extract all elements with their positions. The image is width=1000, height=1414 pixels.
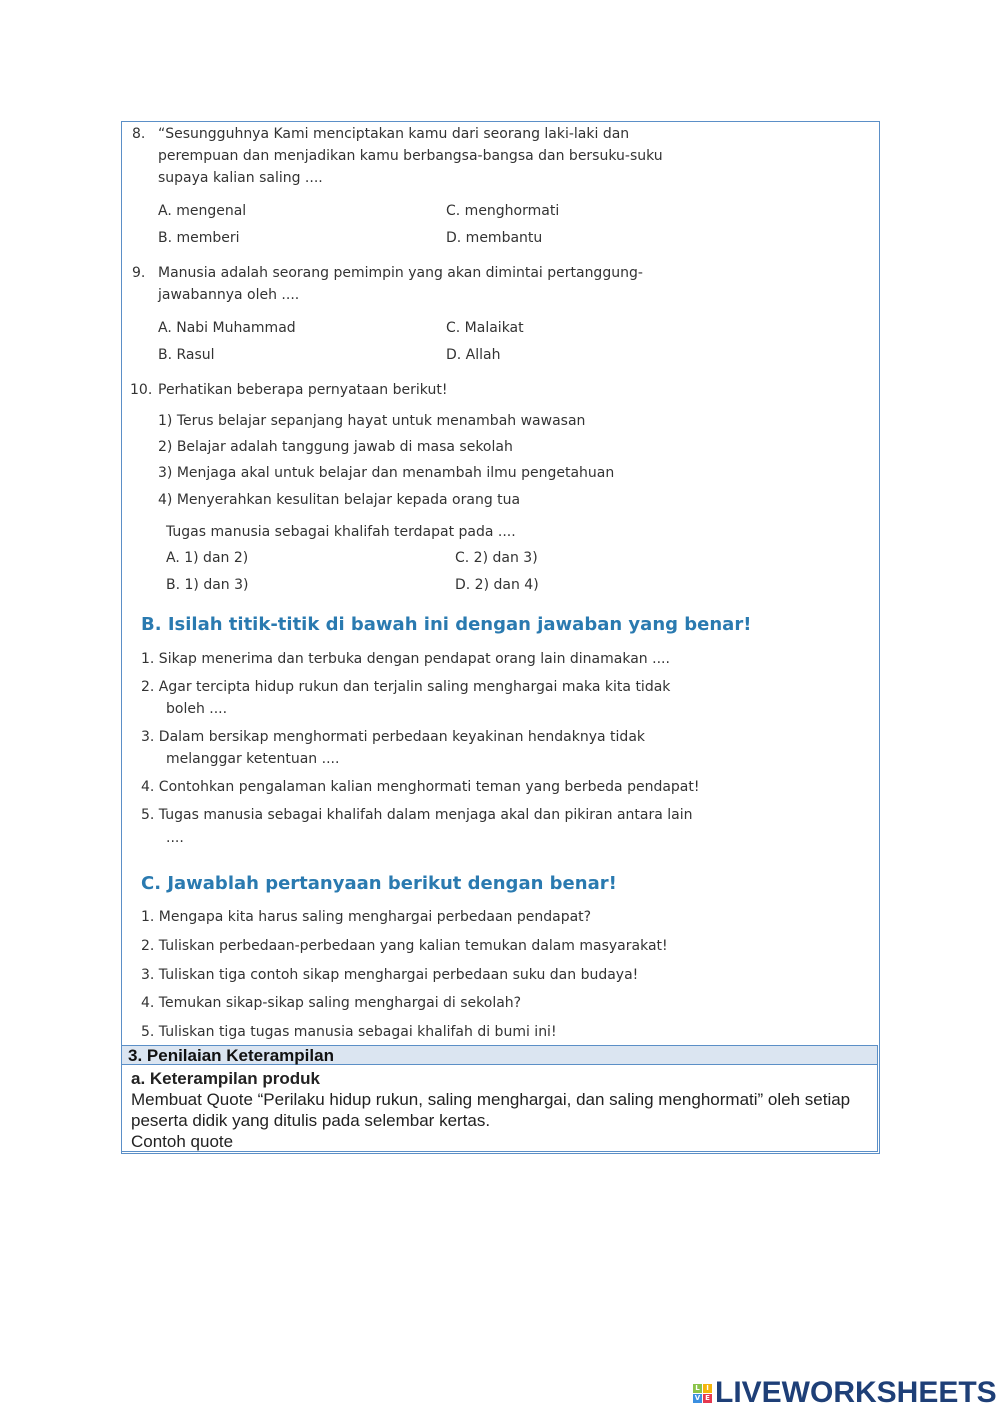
section-c-item: 3. Tuliskan tiga contoh sikap menghargai perbedaan suku dan budaya! <box>141 967 639 983</box>
q8-text: “Sesungguhnya Kami menciptakan kamu dari seorang laki-laki dan <box>158 126 630 142</box>
q10-item: 4) Menyerahkan kesulitan belajar kepada orang tua <box>158 492 521 508</box>
logo-letter: I <box>703 1384 712 1393</box>
q10-item: 1) Terus belajar sepanjang hayat untuk menambah wawasan <box>158 413 586 429</box>
subheading: a. Keterampilan produk <box>131 1069 320 1088</box>
section-b-item: 2. Agar tercipta hidup rukun dan terjalin saling menghargai maka kita tidak <box>141 679 671 695</box>
q10-option-c: C. 2) dan 3) <box>455 550 538 566</box>
task-description: Membuat Quote “Perilaku hidup rukun, saling menghargai, dan saling menghormati” oleh setiap peserta didik yang ditulis pada selembar kertas. <box>131 1090 851 1130</box>
section-c-heading: C. Jawablah pertanyaan berikut dengan benar! <box>141 873 617 894</box>
q8-text: supaya kalian saling .... <box>158 170 323 186</box>
logo-text: LIVEWORKSHEETS <box>715 1376 997 1409</box>
q10-number: 10. <box>130 382 153 398</box>
section-b-item: boleh .... <box>166 701 228 717</box>
q8-number: 8. <box>132 126 146 142</box>
q10-option-d: D. 2) dan 4) <box>455 577 539 593</box>
q10-item: 3) Menjaga akal untuk belajar dan menambah ilmu pengetahuan <box>158 465 615 481</box>
logo-icon <box>693 1384 712 1403</box>
section-b-item: 1. Sikap menerima dan terbuka dengan pendapat orang lain dinamakan .... <box>141 651 670 667</box>
table-row-keterampilan <box>121 1065 878 1152</box>
section-c-item: 5. Tuliskan tiga tugas manusia sebagai khalifah di bumi ini! <box>141 1024 557 1040</box>
q8-option-a: A. mengenal <box>158 203 247 219</box>
q10-option-a: A. 1) dan 2) <box>166 550 249 566</box>
q10-item: 2) Belajar adalah tanggung jawab di masa sekolah <box>158 439 513 455</box>
q9-number: 9. <box>132 265 146 281</box>
section-b-heading: B. Isilah titik-titik di bawah ini dengan jawaban yang benar! <box>141 614 752 635</box>
section-b-item: 5. Tugas manusia sebagai khalifah dalam menjaga akal dan pikiran antara lain <box>141 807 693 823</box>
logo-letter: V <box>694 1393 701 1402</box>
section-b-item: 3. Dalam bersikap menghormati perbedaan keyakinan hendaknya tidak <box>141 729 645 745</box>
q9-option-a: A. Nabi Muhammad <box>158 320 296 336</box>
section-c-item: 1. Mengapa kita harus saling menghargai perbedaan pendapat? <box>141 909 592 925</box>
section-b-item: .... <box>166 830 184 846</box>
liveworksheets-logo <box>693 1376 997 1410</box>
q10-stem: Tugas manusia sebagai khalifah terdapat pada .... <box>166 524 516 540</box>
q10-text: Perhatikan beberapa pernyataan berikut! <box>158 382 448 398</box>
q9-option-c: C. Malaikat <box>446 320 524 336</box>
q10-option-b: B. 1) dan 3) <box>166 577 249 593</box>
section-c-item: 4. Temukan sikap-sikap saling menghargai di sekolah? <box>141 995 522 1011</box>
q9-option-d: D. Allah <box>446 347 501 363</box>
section-c-item: 2. Tuliskan perbedaan-perbedaan yang kalian temukan dalam masyarakat! <box>141 938 668 954</box>
q8-option-c: C. menghormati <box>446 203 560 219</box>
example-label: Contoh quote <box>131 1132 234 1151</box>
table-header-penilaian: 3. Penilaian Keterampilan <box>121 1045 878 1065</box>
q8-option-d: D. membantu <box>446 230 543 246</box>
section-b-item: 4. Contohkan pengalaman kalian menghormati teman yang berbeda pendapat! <box>141 779 700 795</box>
q8-option-b: B. memberi <box>158 230 240 246</box>
q9-text: jawabannya oleh .... <box>158 287 300 303</box>
q9-text: Manusia adalah seorang pemimpin yang akan dimintai pertanggung- <box>158 265 643 281</box>
section-b-item: melanggar ketentuan .... <box>166 751 340 767</box>
q8-text: perempuan dan menjadikan kamu berbangsa-bangsa dan bersuku-suku <box>158 148 663 164</box>
q9-option-b: B. Rasul <box>158 347 215 363</box>
logo-letter: L <box>693 1384 702 1393</box>
logo-letter: E <box>703 1394 712 1403</box>
